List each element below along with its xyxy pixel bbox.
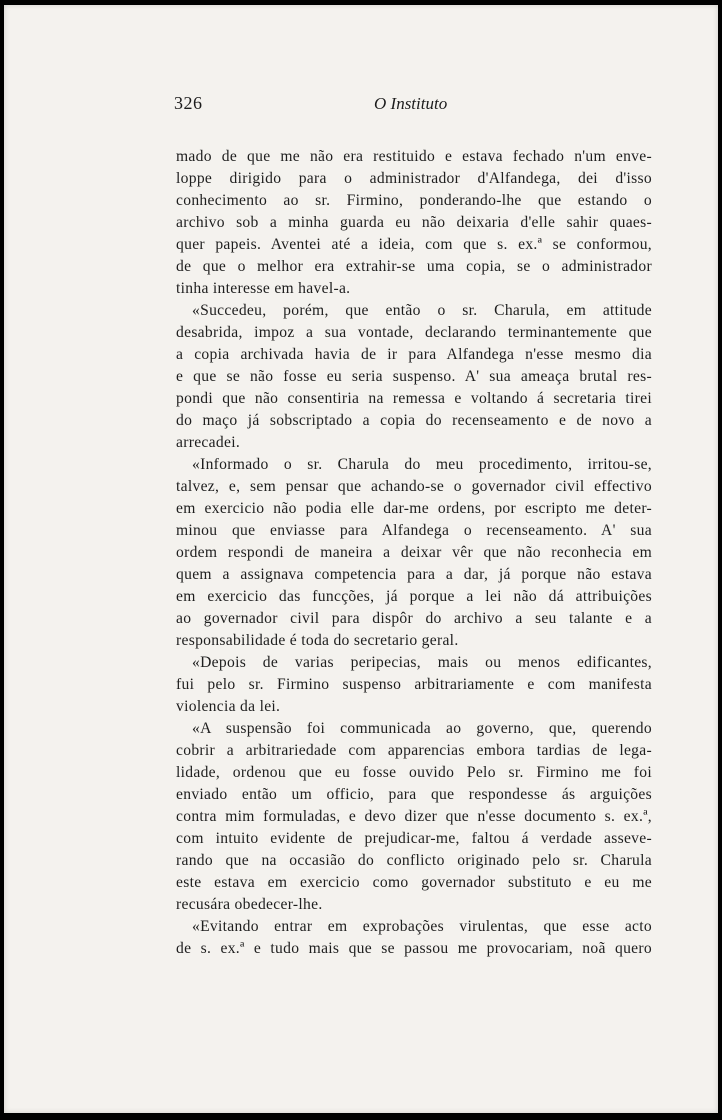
text-line: de que o melhor era extrahir-se uma copia, se o administrador [176, 258, 652, 275]
text-line: «Informado o sr. Charula do meu procedimento, irritou-se, [192, 456, 652, 473]
page-header [174, 93, 654, 117]
text-line: e que se não fosse eu seria suspenso. A' sua ameaça brutal res- [176, 368, 652, 385]
text-line: cobrir a arbitrariedade com apparencias embora tardias de lega- [176, 742, 652, 759]
text-line: arrecadei. [176, 434, 241, 451]
text-line: conhecimento ao sr. Firmino, ponderando-lhe que estando o [176, 192, 652, 209]
text-line: loppe dirigido para o administrador d'Alfandega, dei d'isso [176, 170, 652, 187]
text-line: «Evitando entrar em exprobações virulentas, que esse acto [192, 918, 652, 935]
text-line: de s. ex.ª e tudo mais que se passou me provocariam, noã quero [176, 940, 652, 957]
text-line: mado de que me não era restituido e estava fechado n'um enve- [176, 148, 652, 165]
text-line: contra mim formuladas, e devo dizer que n'esse documento s. ex.ª, [176, 808, 652, 825]
text-line: minou que enviasse para Alfandega o recenseamento. A' sua [176, 522, 652, 539]
text-line: desabrida, impoz a sua vontade, declarando terminantemente que [176, 324, 652, 341]
text-line: pondi que não consentiria na remessa e voltando á secretaria tirei [176, 390, 652, 407]
text-line: recusára obedecer-lhe. [176, 896, 323, 913]
running-title: O Instituto [374, 94, 448, 113]
text-line: tinha interesse em havel-a. [176, 280, 351, 297]
text-line: este estava em exercicio como governador substituto e eu me [176, 874, 652, 891]
text-line: lidade, ordenou que eu fosse ouvido Pelo sr. Firmino me foi [176, 764, 652, 781]
page-number: 326 [174, 93, 203, 113]
book-page [4, 5, 718, 1113]
text-line: «Depois de varias peripecias, mais ou menos edificantes, [192, 654, 652, 671]
text-line: quer papeis. Aventei até a ideia, com que s. ex.ª se conformou, [176, 236, 652, 253]
text-line: ao governador civil para dispôr do archivo a seu talante e a [176, 610, 652, 627]
text-line: talvez, e, sem pensar que achando-se o governador civil effectivo [176, 478, 652, 495]
text-line: «A suspensão foi communicada ao governo, que, querendo [192, 720, 652, 737]
text-line: ordem respondi de maneira a deixar vêr que não reconhecia em [176, 544, 652, 561]
text-line: em exercicio das funcções, já porque a lei não dá attribuições [176, 588, 652, 605]
text-line: do maço já sobscriptado a copia do recenseamento e de novo a [176, 412, 652, 429]
text-line: quem a assignava competencia para a dar, já porque não estava [176, 566, 652, 583]
text-line: fui pelo sr. Firmino suspenso arbitrariamente e com manifesta [176, 676, 652, 693]
text-line: a copia archivada havia de ir para Alfandega n'esse mesmo dia [176, 346, 652, 363]
text-line: archivo sob a minha guarda eu não deixaria d'elle sahir quaes- [176, 214, 652, 231]
body-text [176, 146, 652, 960]
text-line: responsabilidade é toda do secretario geral. [176, 632, 459, 649]
text-line: em exercicio não podia elle dar-me ordens, por escripto me deter- [176, 500, 652, 517]
text-line: rando que na occasião do conflicto originado pelo sr. Charula [176, 852, 652, 869]
text-line: enviado então um officio, para que respondesse ás arguições [176, 786, 652, 803]
text-line: violencia da lei. [176, 698, 281, 715]
text-line: «Succedeu, porém, que então o sr. Charula, em attitude [192, 302, 652, 319]
text-line: com intuito evidente de prejudicar-me, faltou á verdade asseve- [176, 830, 652, 847]
